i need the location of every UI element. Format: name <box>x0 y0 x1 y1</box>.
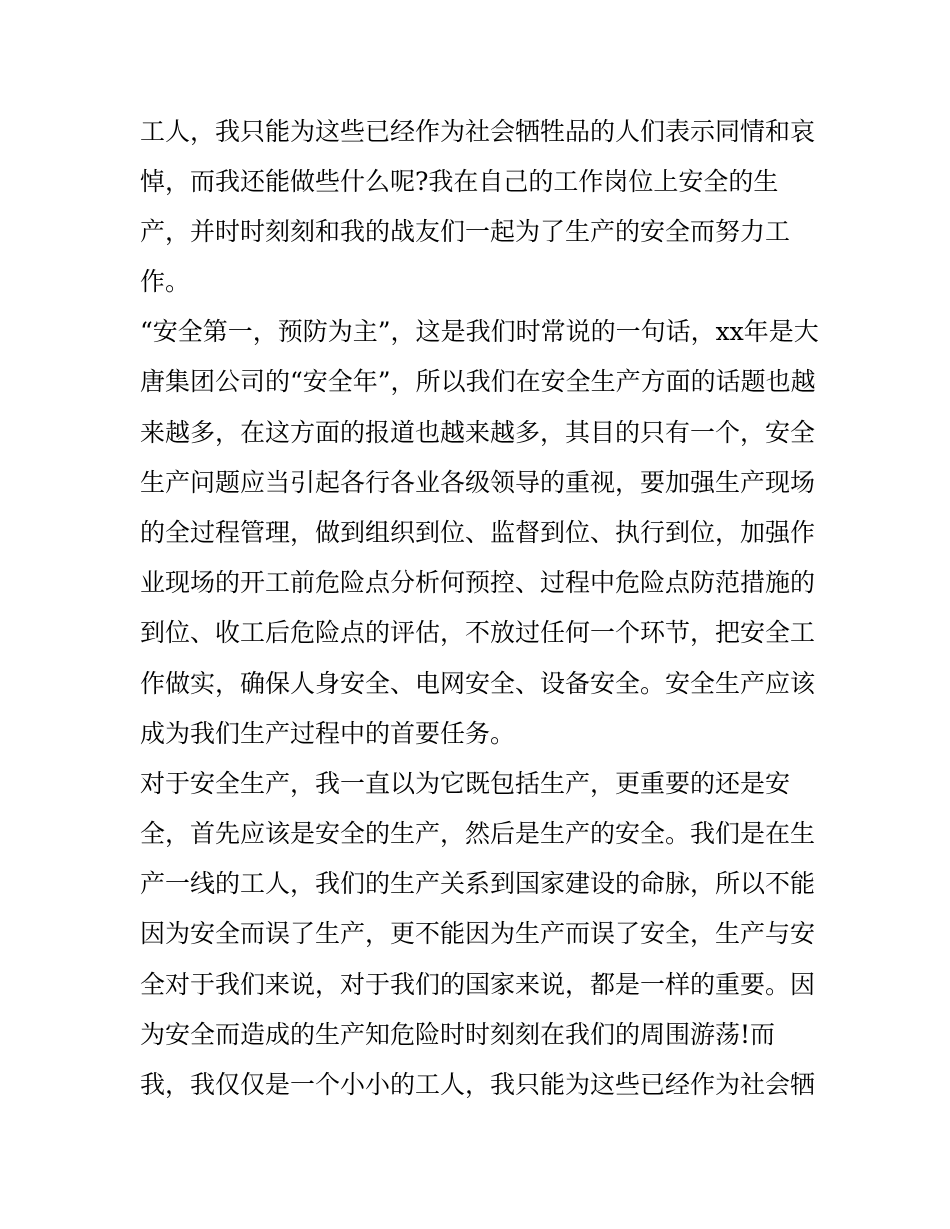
text-line: 我，我仅仅是一个小小的工人，我只能为这些已经作为社会牺 <box>140 1070 816 1099</box>
text-line: “安全第一，预防为主”，这是我们时常说的一句话，xx年是大 <box>140 317 819 346</box>
text-line: 到位、收工后危险点的评估，不放过任何一个环节，把安全工 <box>140 618 816 647</box>
text-line: 全，首先应该是安全的生产，然后是生产的安全。我们是在生 <box>140 819 816 848</box>
text-line: 的全过程管理，做到组织到位、监督到位、执行到位，加强作 <box>140 518 816 547</box>
text-line: 因为安全而误了生产，更不能因为生产而误了安全，生产与安 <box>140 919 816 948</box>
text-line: 产，并时时刻刻和我的战友们一起为了生产的安全而努力工 <box>140 217 791 246</box>
text-line: 工人，我只能为这些已经作为社会牺牲品的人们表示同情和哀 <box>140 117 816 146</box>
text-line: 悼，而我还能做些什么呢?我在自己的工作岗位上安全的生 <box>140 167 779 196</box>
text-line: 产一线的工人，我们的生产关系到国家建设的命脉，所以不能 <box>140 869 816 898</box>
text-line: 业现场的开工前危险点分析何预控、过程中危险点防范措施的 <box>140 568 816 597</box>
text-line: 作。 <box>140 267 191 296</box>
text-line: 全对于我们来说，对于我们的国家来说，都是一样的重要。因 <box>140 970 816 999</box>
text-line: 来越多，在这方面的报道也越来越多，其目的只有一个，安全 <box>140 418 816 447</box>
text-line: 作做实，确保人身安全、电网安全、设备安全。安全生产应该 <box>140 669 816 698</box>
text-line: 生产问题应当引起各行各业各级领导的重视，要加强生产现场 <box>140 468 816 497</box>
text-line: 为安全而造成的生产知危险时时刻刻在我们的周围游荡!而 <box>140 1020 776 1049</box>
text-line: 唐集团公司的“安全年”，所以我们在安全生产方面的话题也越 <box>140 367 816 396</box>
text-line: 成为我们生产过程中的首要任务。 <box>140 719 516 748</box>
text-line: 对于安全生产，我一直以为它既包括生产，更重要的还是安 <box>140 769 791 798</box>
